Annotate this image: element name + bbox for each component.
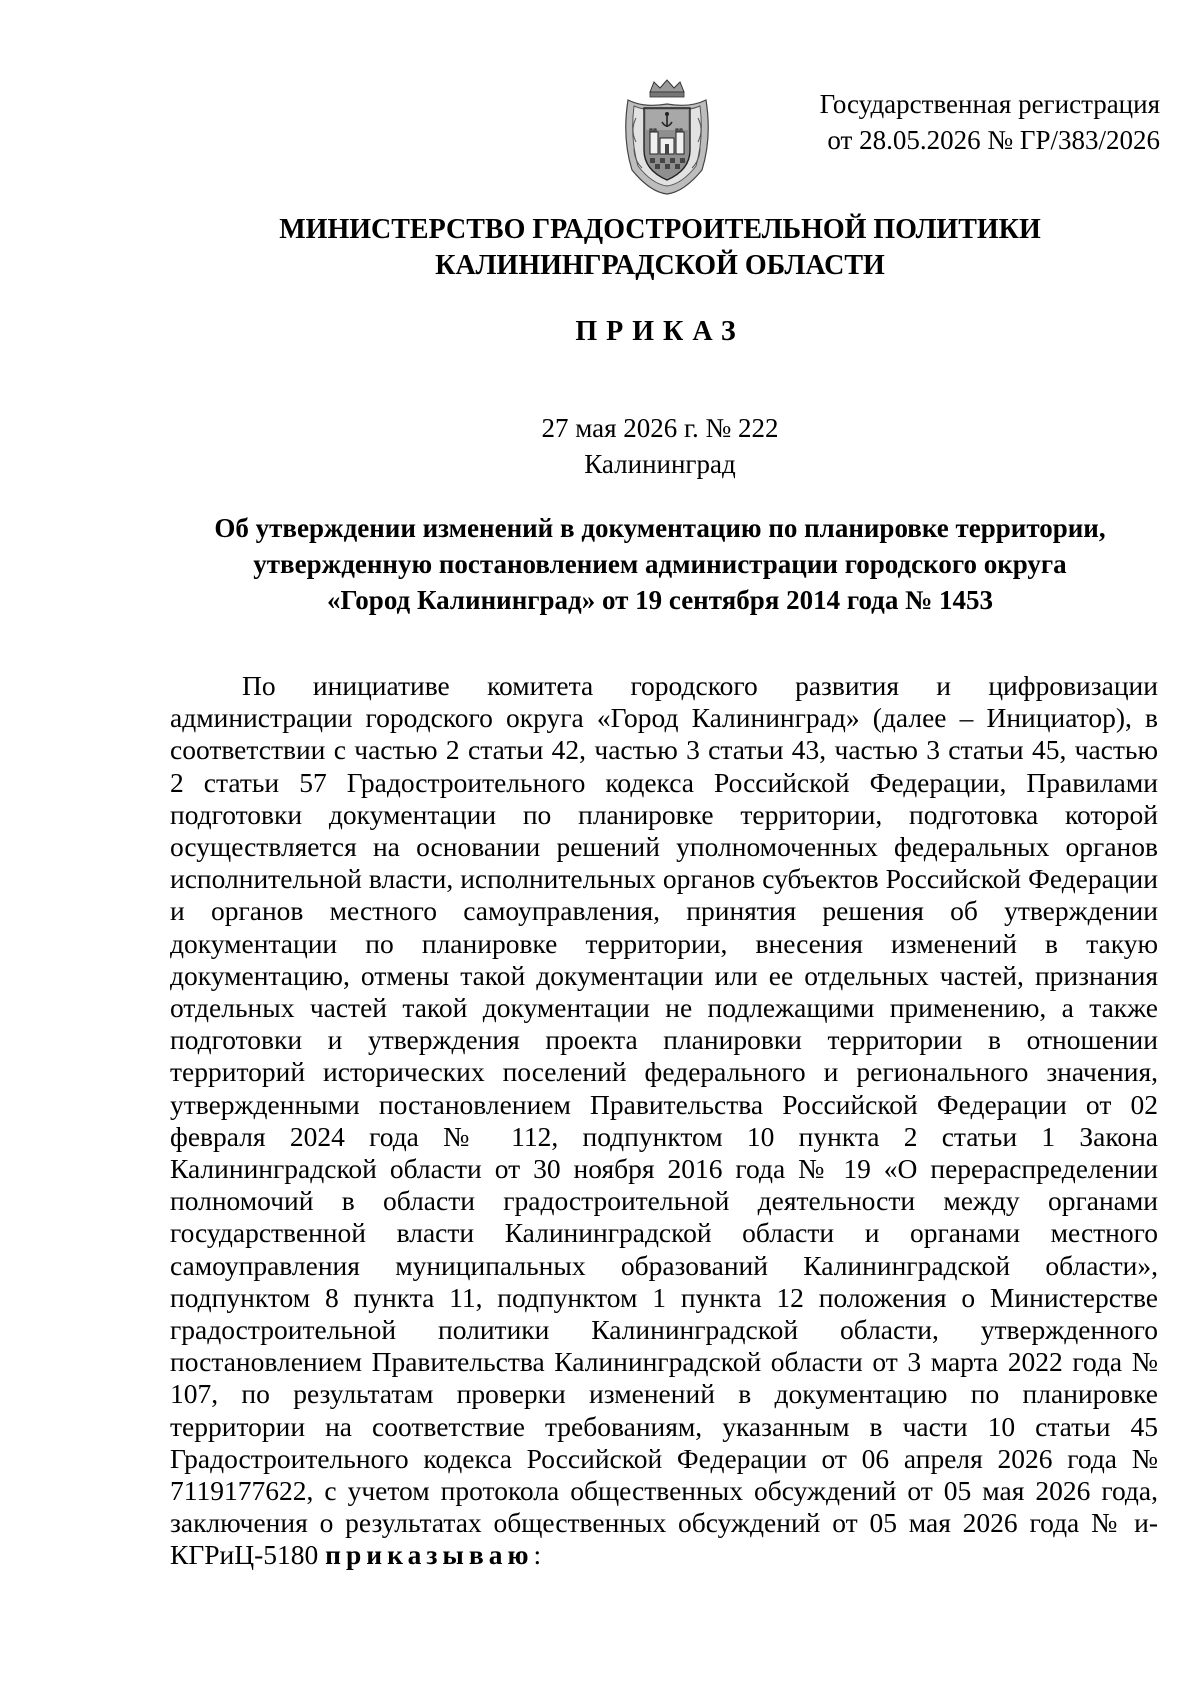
order-date-number: 27 мая 2026 г. № 222 bbox=[541, 413, 779, 443]
state-registration bbox=[700, 86, 1160, 158]
order-subject bbox=[120, 510, 1200, 618]
body-text: По инициативе комитета городского развития и цифровизации администрации городского округа «Город Калининград» (далее – Инициатор), в соответствии с частью 2 статьи 42, частью 3 статьи 43, частью 3 статьи 45, частью 2 статьи 57 Градостроительного кодекса Российской Федерации, Правилами подготовки документации по планировке территории, подготовка которой осуществляется на основании решений уполномоченных федеральных органов исполнительной власти, исполнительных органов субъектов Российской Федерации и органов местного самоуправления, принятия решения об утверждении документации по планировке территории, внесения изменений в такую документацию, отмены такой документации или ее отдельных частей, признания отдельных частей такой документации не подлежащими применению, а также подготовки и утверждения проекта планировки территории в отношении территорий исторических поселений федерального и регионального значения, утвержденными постановлением Правительства Российской Федерации от 02 февраля 2024 года № 112, подпунктом 10 пункта 2 статьи 1 Закона Калининградской области от 30 ноября 2016 года № 19 «О перераспределении полномочий в области градостроительной деятельности между органами государственной власти Калининградской области и органами местного самоуправления муниципальных образований Калининградской области», подпунктом 8 пункта 11, подпунктом 1 пункта 12 положения о Министерстве градостроительной политики Калининградской области, утвержденного постановлением Правительства Калининградской области от 3 марта 2022 года № 107, по результатам проверки изменений в документацию по планировке территории на соответствие требованиям, указанным в части 10 статьи 45 Градостроительного кодекса Российской Федерации от 06 апреля 2026 года № 7119177622, с учетом протокола общественных обсуждений от 05 мая 2026 года, заключения о результатах общественных обсуждений от 05 мая 2026 года № и-КГРиЦ-5180 bbox=[170, 670, 1158, 1571]
ministry-line-2: КАЛИНИНГРАДСКОЙ ОБЛАСТИ bbox=[435, 250, 885, 281]
registration-number: от 28.05.2026 № ГР/383/2026 bbox=[827, 125, 1160, 155]
ministry-heading bbox=[120, 212, 1200, 284]
order-title: ПРИКАЗ bbox=[575, 316, 745, 347]
order-city: Калининград bbox=[584, 449, 736, 479]
subject-line-1: Об утверждении изменений в документацию по планировке территории, bbox=[214, 513, 1106, 543]
order-meta bbox=[120, 410, 1200, 482]
order-verb: приказываю bbox=[325, 1539, 534, 1571]
subject-line-3: «Город Калининград» от 19 сентября 2014 года № 1453 bbox=[327, 585, 993, 615]
body-tail: : bbox=[533, 1539, 542, 1571]
ministry-line-1: МИНИСТЕРСТВО ГРАДОСТРОИТЕЛЬНОЙ ПОЛИТИКИ bbox=[279, 214, 1041, 245]
registration-label: Государственная регистрация bbox=[819, 89, 1160, 119]
body-paragraph bbox=[170, 670, 1158, 1572]
subject-line-2: утвержденную постановлением администрации городского округа bbox=[253, 549, 1067, 579]
